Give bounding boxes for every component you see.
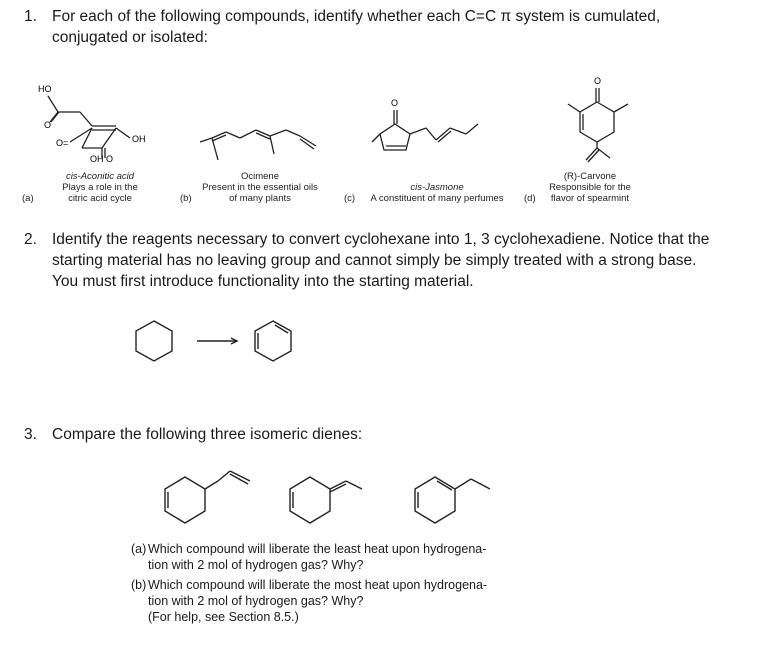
question-3a-mark: (a) [131,542,147,556]
label-d: (d) [524,193,536,204]
atom-oh: OH [132,134,146,144]
atom-o: O [44,120,52,130]
question-2 [0,229,773,295]
ocimene-structure [196,120,326,170]
atom-o: O [391,98,399,108]
atom-ho: HO [38,84,52,94]
cis-aconitic-acid-structure [30,76,170,166]
atom-o: O [594,76,602,86]
reaction-scheme [125,315,305,371]
diene-3-ring [415,477,455,523]
molecule-carvone [550,74,660,170]
question-3b: (b) Which compound will liberate the most heat upon hydrogena- tion with 2 mol of hydrogen gas? Why? (For help, see Section 8.5.) [131,578,488,624]
molecule-cis-aconitic-acid [30,76,170,166]
question-2-text: Identify the reagents necessary to convert cyclohexane into 1, 3 cyclohexadiene. Notice that the starting material has no leaving group and cannot simply be simply treated with a strong base. You must first introduce functionality into the starting material. [52,231,710,290]
question-3b-mark: (b) [131,578,147,592]
label-b: (b) [180,193,192,204]
question-1 [0,6,773,56]
label-a: (a) [22,193,34,204]
dienes-structures [150,455,510,527]
caption-ocimene: Ocimene Present in the essential oils of many plants [202,171,318,204]
question-2-number: 2. [24,231,37,248]
label-c: (c) [344,193,356,204]
question-1-number: 1. [24,8,37,25]
caption-cis-jasmone: cis-Jasmone A constituent of many perfumes [370,182,504,204]
molecule-cis-jasmone [370,94,500,174]
diene-2-ring [290,477,330,523]
question-3-number: 3. [24,426,37,443]
diene-1-ring [165,477,205,523]
question-3 [0,424,773,448]
question-1-text: For each of the following compounds, identify whether each C=C π system is cumulated, conjugated or isolated: [52,8,661,46]
caption-carvone: (R)-Carvone Responsible for the flavor of spearmint [549,171,631,204]
isomeric-dienes [150,455,510,527]
reaction-cyclohexane-to-cyclohexadiene [125,315,305,371]
molecule-ocimene [196,120,326,170]
caption-cis-aconitic-acid: cis-Aconitic acid Plays a role in the citric acid cycle [62,171,138,204]
atom-oh-o: OH O [90,154,114,164]
carvone-structure [550,74,660,170]
cis-jasmone-structure [370,94,500,174]
question-3a: (a) Which compound will liberate the least heat upon hydrogena- tion with 2 mol of hydrogen gas? Why? [131,542,487,572]
cyclohexane-ring [136,321,172,361]
question-3-text: Compare the following three isomeric dienes: [52,426,363,443]
cyclohexadiene-ring [255,321,291,361]
atom-o-double: O= [56,138,69,148]
